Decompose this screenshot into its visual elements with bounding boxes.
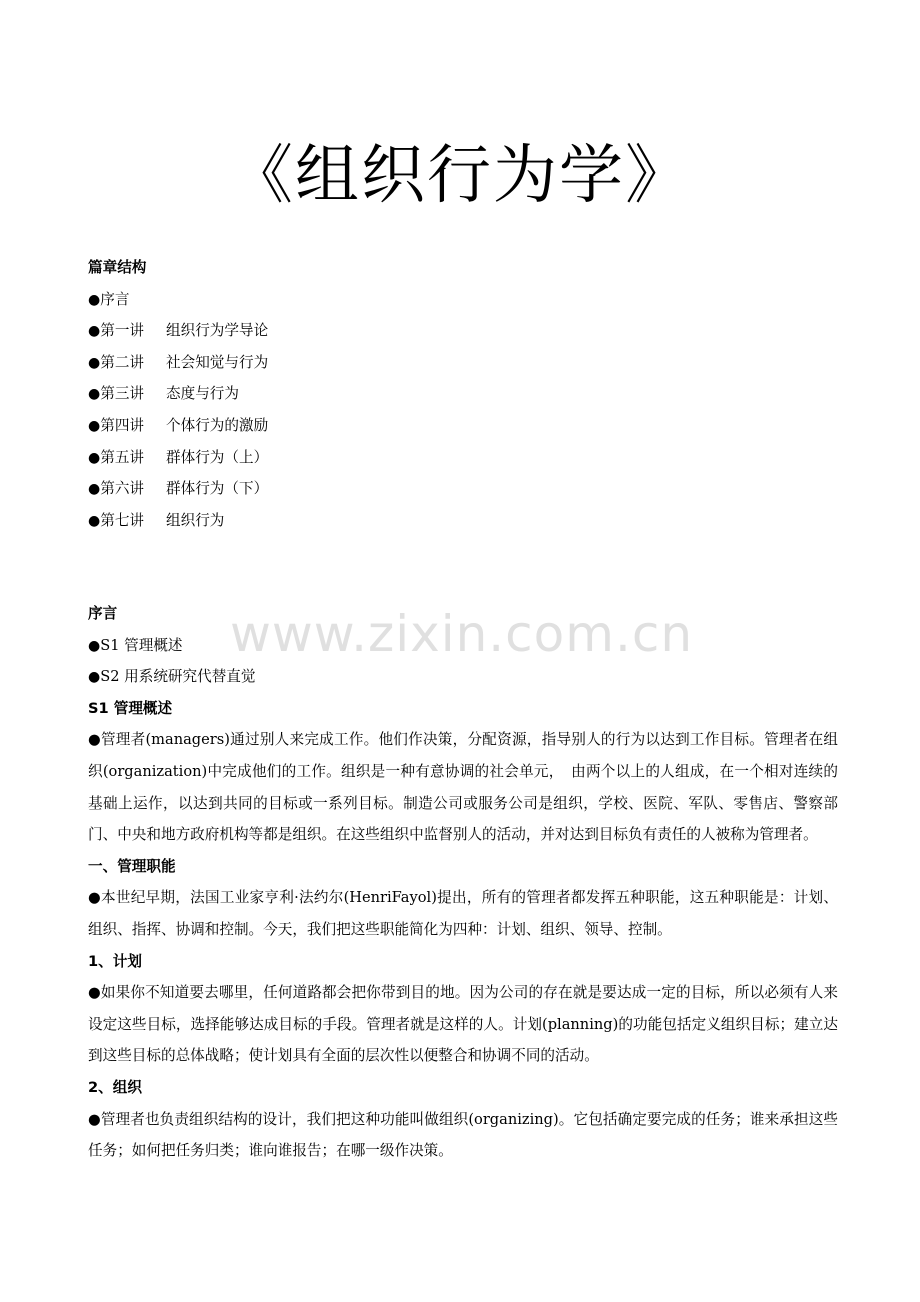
toc-item-number: 序言 — [100, 290, 130, 308]
section-heading-planning: 1、计划 — [88, 952, 142, 970]
toc-item-number: 第四讲 — [100, 416, 145, 434]
toc-item[interactable] — [88, 378, 838, 410]
table-of-contents — [88, 252, 838, 536]
preface-heading: 序言 — [88, 605, 118, 622]
paragraph-planning: ●如果你不知道要去哪里，任何道路都会把你带到目的地。因为公司的存在就是要达成一定的目标，所以必须有人来设定这些目标，选择能够达成目标的手段。管理者就是这样的人。计划(planning)的功能包括定义组织目标；建立达到这些目标的总体战略；使计划具有全面的层次性以便整合和协调不同的活动。 — [88, 984, 838, 1065]
bullet-icon: ● — [88, 512, 101, 529]
section-heading-organizing: 2、组织 — [88, 1078, 142, 1096]
toc-heading: 篇章结构 — [88, 259, 147, 276]
toc-item-title: 组织行为学导论 — [166, 322, 269, 340]
section-heading-functions: 一、管理职能 — [88, 857, 176, 875]
toc-item-title: 个体行为的激励 — [166, 416, 269, 434]
preface-item[interactable] — [88, 630, 838, 662]
bullet-icon: ● — [88, 417, 101, 434]
toc-item[interactable] — [88, 284, 838, 316]
toc-item[interactable] — [88, 410, 838, 442]
document-body — [88, 598, 838, 1167]
preface-item-label: S2 用系统研究代替直觉 — [100, 668, 256, 686]
bullet-icon: ● — [88, 386, 101, 403]
preface-item-label: S1 管理概述 — [100, 636, 183, 654]
toc-item-number: 第五讲 — [100, 448, 145, 466]
bullet-icon: ● — [88, 354, 101, 371]
paragraph-functions: ●本世纪早期，法国工业家亨利·法约尔(HenriFayol)提出，所有的管理者都发挥五种职能，这五种职能是：计划、组织、指挥、协调和控制。今天，我们把这些职能简化为四种：计划、组织、领导、控制。 — [88, 889, 838, 938]
bullet-icon: ● — [88, 449, 101, 466]
toc-item[interactable] — [88, 473, 838, 505]
toc-item-title: 群体行为（下） — [166, 480, 269, 498]
preface-item[interactable] — [88, 661, 838, 693]
toc-item-number: 第七讲 — [100, 511, 145, 529]
section-heading-s1: S1 管理概述 — [88, 699, 173, 717]
bullet-icon: ● — [88, 291, 101, 308]
bullet-icon: ● — [88, 637, 101, 654]
toc-item[interactable] — [88, 315, 838, 347]
paragraph-managers: ●管理者(managers)通过别人来完成工作。他们作决策，分配资源，指导别人的行为以达到工作目标。管理者在组织(organization)中完成他们的工作。组织是一种有意协调的社会单元， 由两个以上的人组成，在一个相对连续的基础上运作，以达到共同的目标或一系列目标。制造公司或服务公司是组织，学校、医院、军队、零售店、警察部门、中央和地方政府机构等都是组织。在这些组织中监督别人的活动，并对达到目标负有责任的人被称为管理者。 — [88, 731, 838, 844]
bullet-icon: ● — [88, 669, 101, 686]
toc-item-title: 态度与行为 — [166, 385, 239, 403]
toc-item-number: 第一讲 — [100, 322, 145, 340]
toc-item-number: 第三讲 — [100, 385, 145, 403]
document-title: 《组织行为学》 — [229, 139, 691, 213]
toc-item-number: 第二讲 — [100, 353, 145, 371]
toc-item-title: 群体行为（上） — [166, 448, 269, 466]
bullet-icon: ● — [88, 481, 101, 498]
paragraph-organizing: ●管理者也负责组织结构的设计，我们把这种功能叫做组织(organizing)。它包括确定要完成的任务；谁来承担这些任务；如何把任务归类；谁向谁报告；在哪一级作决策。 — [88, 1110, 838, 1160]
toc-item[interactable] — [88, 442, 838, 474]
toc-item-title: 社会知觉与行为 — [166, 353, 269, 371]
toc-item-number: 第六讲 — [100, 480, 145, 498]
watermark: www.zixin.com.cn — [230, 605, 694, 663]
toc-item[interactable] — [88, 505, 838, 537]
toc-item[interactable] — [88, 347, 838, 379]
bullet-icon: ● — [88, 323, 101, 340]
toc-item-title: 组织行为 — [166, 511, 225, 529]
